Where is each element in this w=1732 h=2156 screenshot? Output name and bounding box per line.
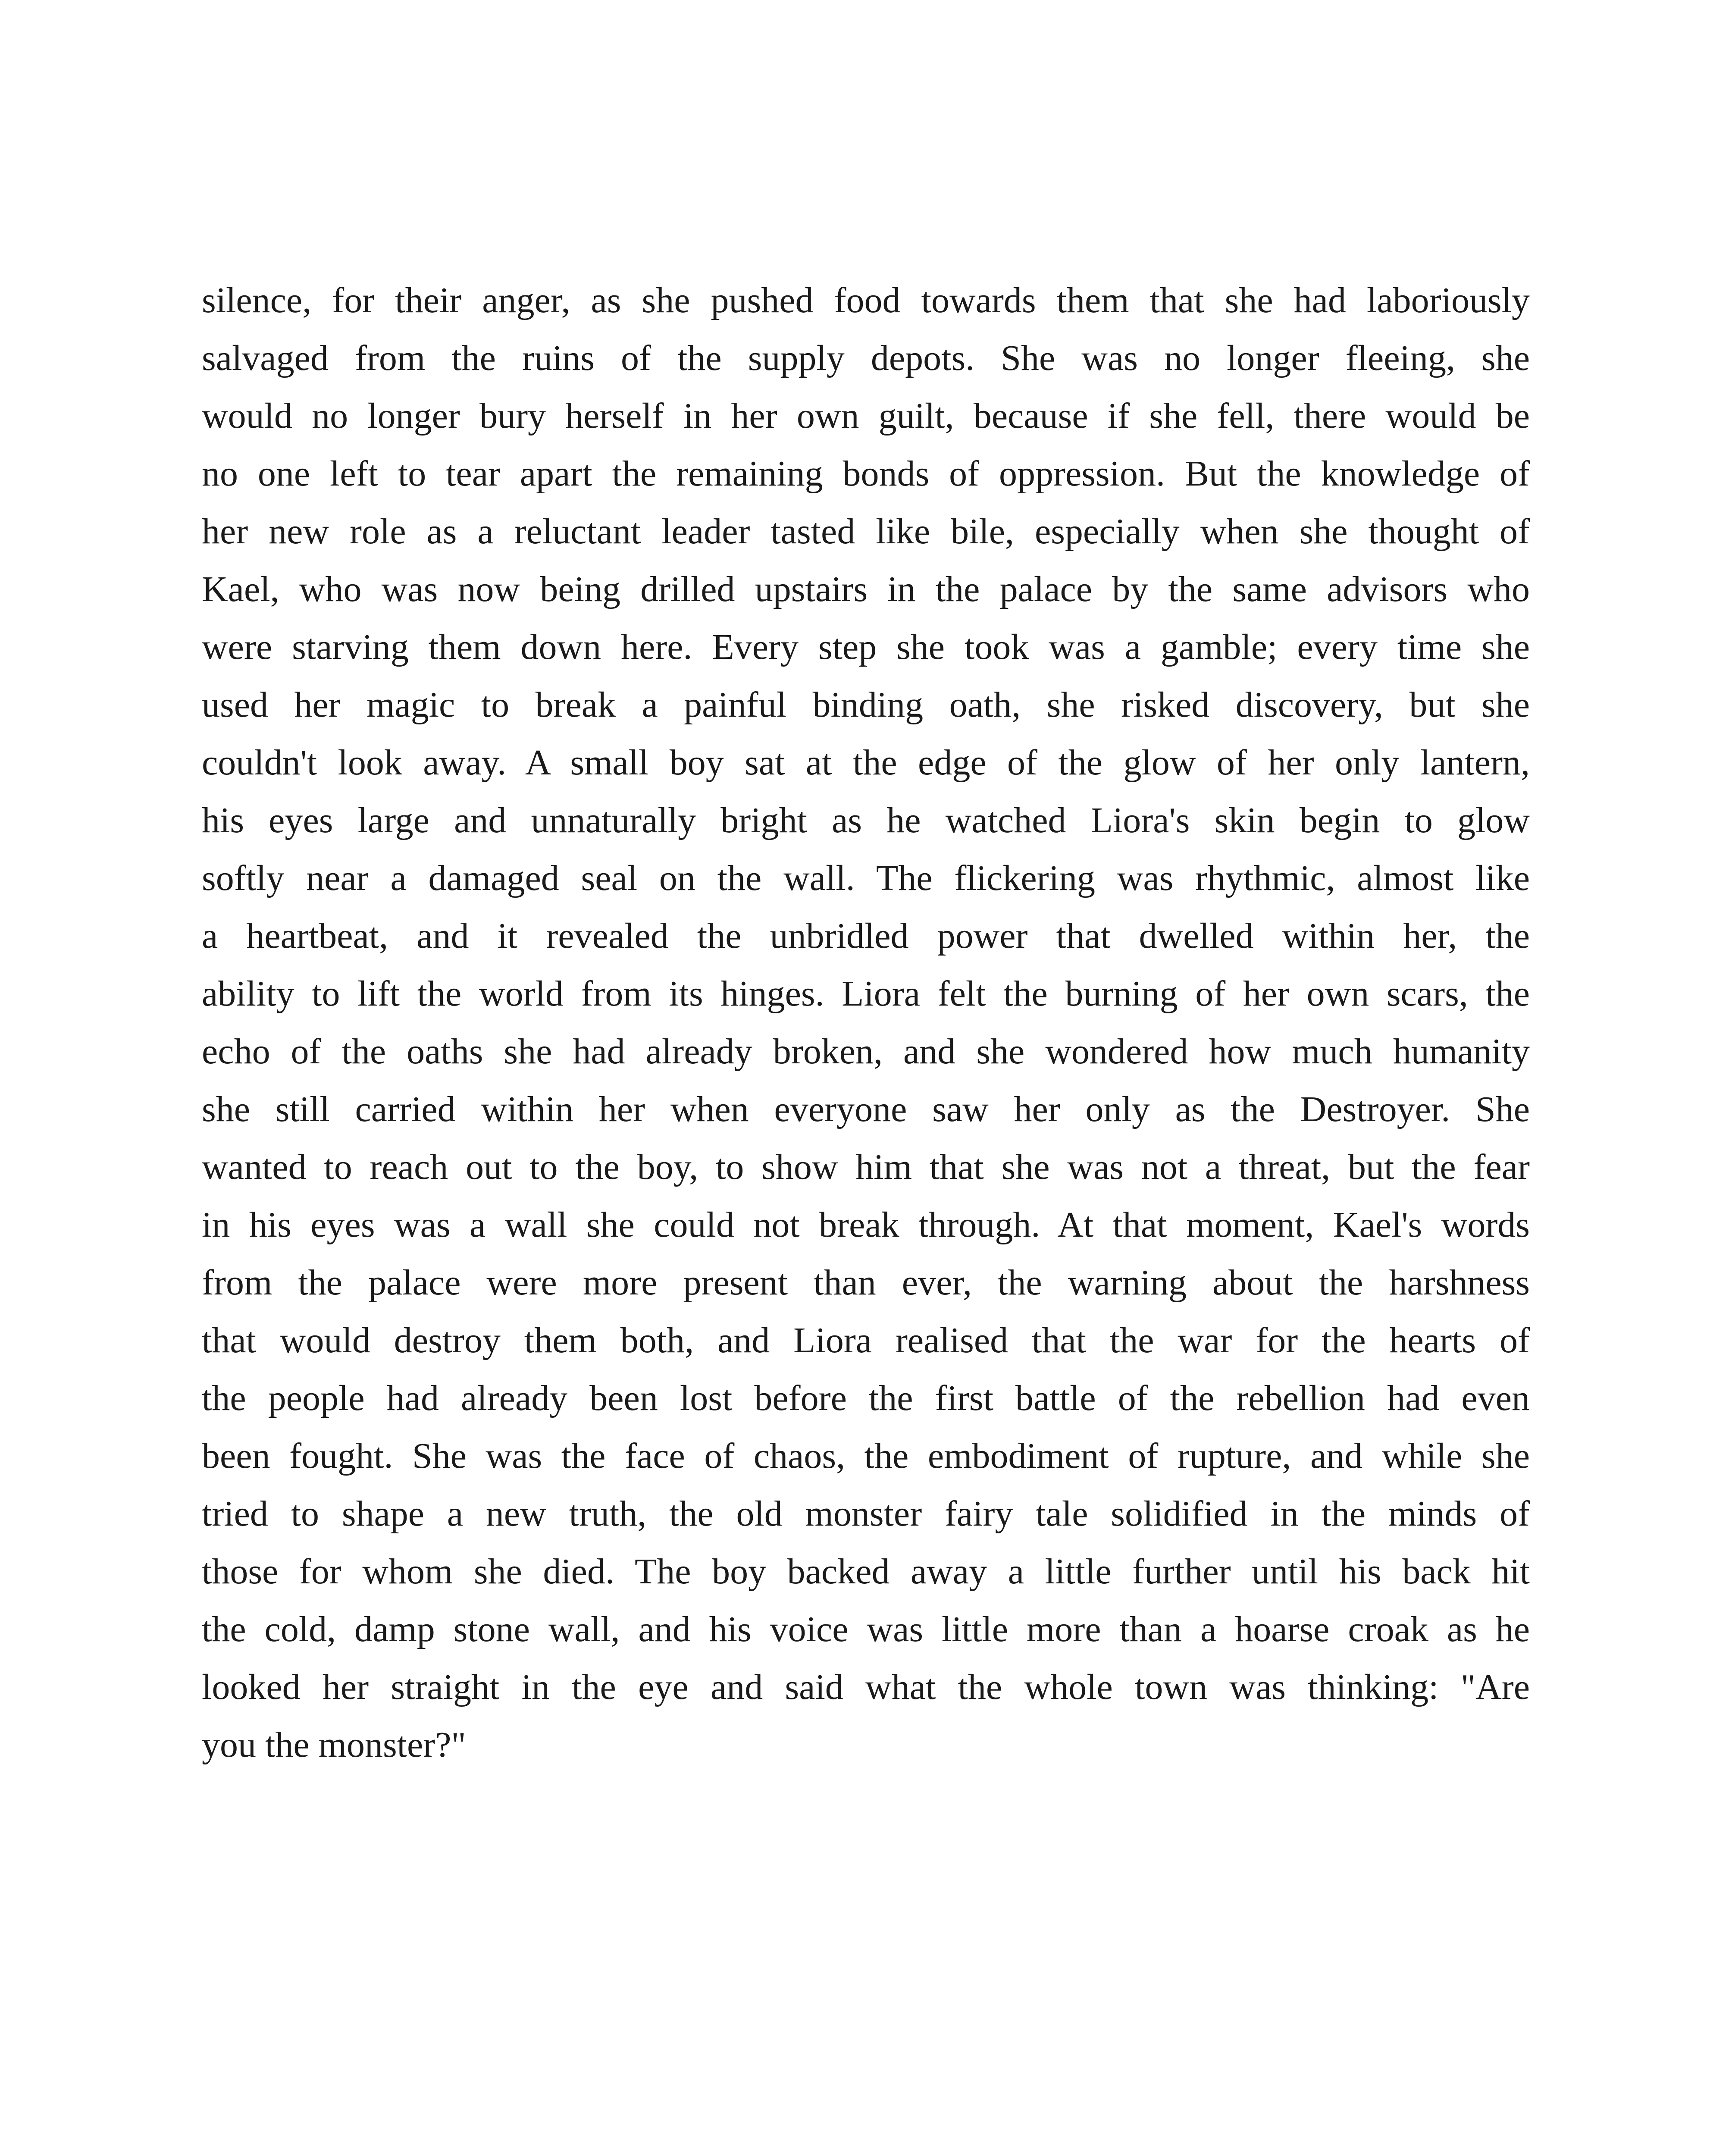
text-line: a heartbeat, and it revealed the unbridled power that dwelled within her, the — [202, 916, 1530, 956]
text-line: those for whom she died. The boy backed away a little further until his back hit — [202, 1551, 1530, 1592]
text-line: softly near a damaged seal on the wall. The flickering was rhythmic, almost like — [202, 858, 1530, 898]
text-line: the cold, damp stone wall, and his voice was little more than a hoarse croak as he — [202, 1609, 1530, 1649]
text-line: would no longer bury herself in her own guilt, because if she fell, there would be — [202, 396, 1530, 436]
text-line: tried to shape a new truth, the old monster fairy tale solidified in the minds of — [202, 1494, 1530, 1534]
text-line: echo of the oaths she had already broken, and she wondered how much humanity — [202, 1031, 1530, 1072]
body-paragraph — [202, 272, 1530, 1774]
text-line: Kael, who was now being drilled upstairs in the palace by the same advisors who — [202, 569, 1530, 609]
text-line: used her magic to break a painful binding oath, she risked discovery, but she — [202, 685, 1530, 725]
text-line: silence, for their anger, as she pushed food towards them that she had laboriously — [202, 280, 1530, 320]
text-line: her new role as a reluctant leader tasted like bile, especially when she thought of — [202, 511, 1530, 552]
text-line: his eyes large and unnaturally bright as he watched Liora's skin begin to glow — [202, 800, 1530, 840]
text-line: she still carried within her when everyone saw her only as the Destroyer. She — [202, 1089, 1530, 1129]
text-line: looked her straight in the eye and said what the whole town was thinking: "Are — [202, 1667, 1530, 1707]
text-line: were starving them down here. Every step she took was a gamble; every time she — [202, 627, 1530, 667]
text-line: from the palace were more present than ever, the warning about the harshness — [202, 1263, 1530, 1303]
text-line: ability to lift the world from its hinges. Liora felt the burning of her own scars, the — [202, 974, 1530, 1014]
text-line: the people had already been lost before the first battle of the rebellion had even — [202, 1378, 1530, 1418]
text-line: couldn't look away. A small boy sat at the edge of the glow of her only lantern, — [202, 743, 1530, 783]
text-line: no one left to tear apart the remaining bonds of oppression. But the knowledge of — [202, 454, 1530, 494]
text-line: been fought. She was the face of chaos, the embodiment of rupture, and while she — [202, 1436, 1530, 1476]
text-line: wanted to reach out to the boy, to show him that she was not a threat, but the fear — [202, 1147, 1530, 1187]
text-line: salvaged from the ruins of the supply depots. She was no longer fleeing, she — [202, 338, 1530, 378]
text-line: in his eyes was a wall she could not break through. At that moment, Kael's words — [202, 1205, 1530, 1245]
text-line: you the monster?" — [202, 1725, 466, 1765]
text-line: that would destroy them both, and Liora realised that the war for the hearts of — [202, 1320, 1530, 1360]
